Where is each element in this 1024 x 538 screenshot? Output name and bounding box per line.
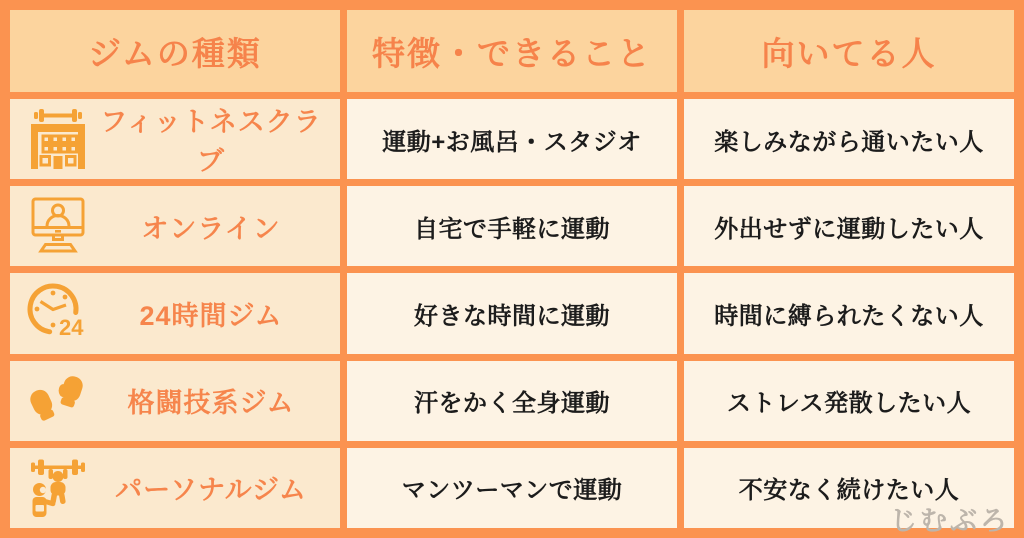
feature-cell [347, 273, 677, 353]
feature-text: 好きな時間に運動 [414, 302, 610, 330]
suited-text: ストレス発散したい人 [726, 390, 972, 418]
suited-cell [684, 273, 1014, 353]
gym-type-cell [10, 99, 340, 179]
fitness-club-building-icon [24, 105, 92, 173]
header-features-label: 特徴・できること [372, 34, 652, 72]
boxing-gloves-icon [24, 367, 92, 435]
header-gym-type-label: ジムの種類 [88, 34, 262, 72]
header-suited-for-label: 向いてる人 [761, 34, 937, 72]
suited-text: 時間に縛られたくない人 [714, 302, 984, 330]
svg-text:24: 24 [59, 315, 84, 341]
feature-text: 運動+お風呂・スタジオ [382, 128, 642, 156]
clock-24-icon [24, 279, 92, 347]
gym-type-label: 格闘技系ジム [127, 388, 295, 419]
feature-cell [347, 99, 677, 179]
suited-text: 楽しみながら通いたい人 [714, 128, 984, 156]
suited-cell [684, 186, 1014, 266]
feature-cell [347, 448, 677, 528]
personal-trainer-icon [24, 454, 92, 522]
suited-cell [684, 99, 1014, 179]
header-gym-type [10, 10, 340, 92]
feature-text: 汗をかく全身運動 [414, 390, 610, 418]
gym-type-label: 24時間ジム [139, 300, 283, 331]
feature-cell [347, 361, 677, 441]
gym-type-label: オンライン [141, 213, 281, 244]
suited-text: 外出せずに運動したい人 [714, 215, 984, 243]
gym-type-cell [10, 448, 340, 528]
header-suited-for [684, 10, 1014, 92]
site-watermark: じむぶろ [890, 506, 1010, 536]
online-monitor-icon [24, 192, 92, 260]
feature-cell [347, 186, 677, 266]
suited-cell [684, 361, 1014, 441]
header-features [347, 10, 677, 92]
gym-table [10, 10, 1014, 528]
gym-type-cell [10, 273, 340, 353]
feature-text: 自宅で手軽に運動 [414, 215, 610, 243]
suited-text: 不安なく続けたい人 [738, 477, 960, 505]
gym-type-cell [10, 361, 340, 441]
gym-type-cell [10, 186, 340, 266]
gym-type-label: フィットネスクラブ [100, 107, 322, 177]
gym-type-label: パーソナルジム [115, 475, 307, 506]
feature-text: マンツーマンで運動 [401, 477, 623, 505]
